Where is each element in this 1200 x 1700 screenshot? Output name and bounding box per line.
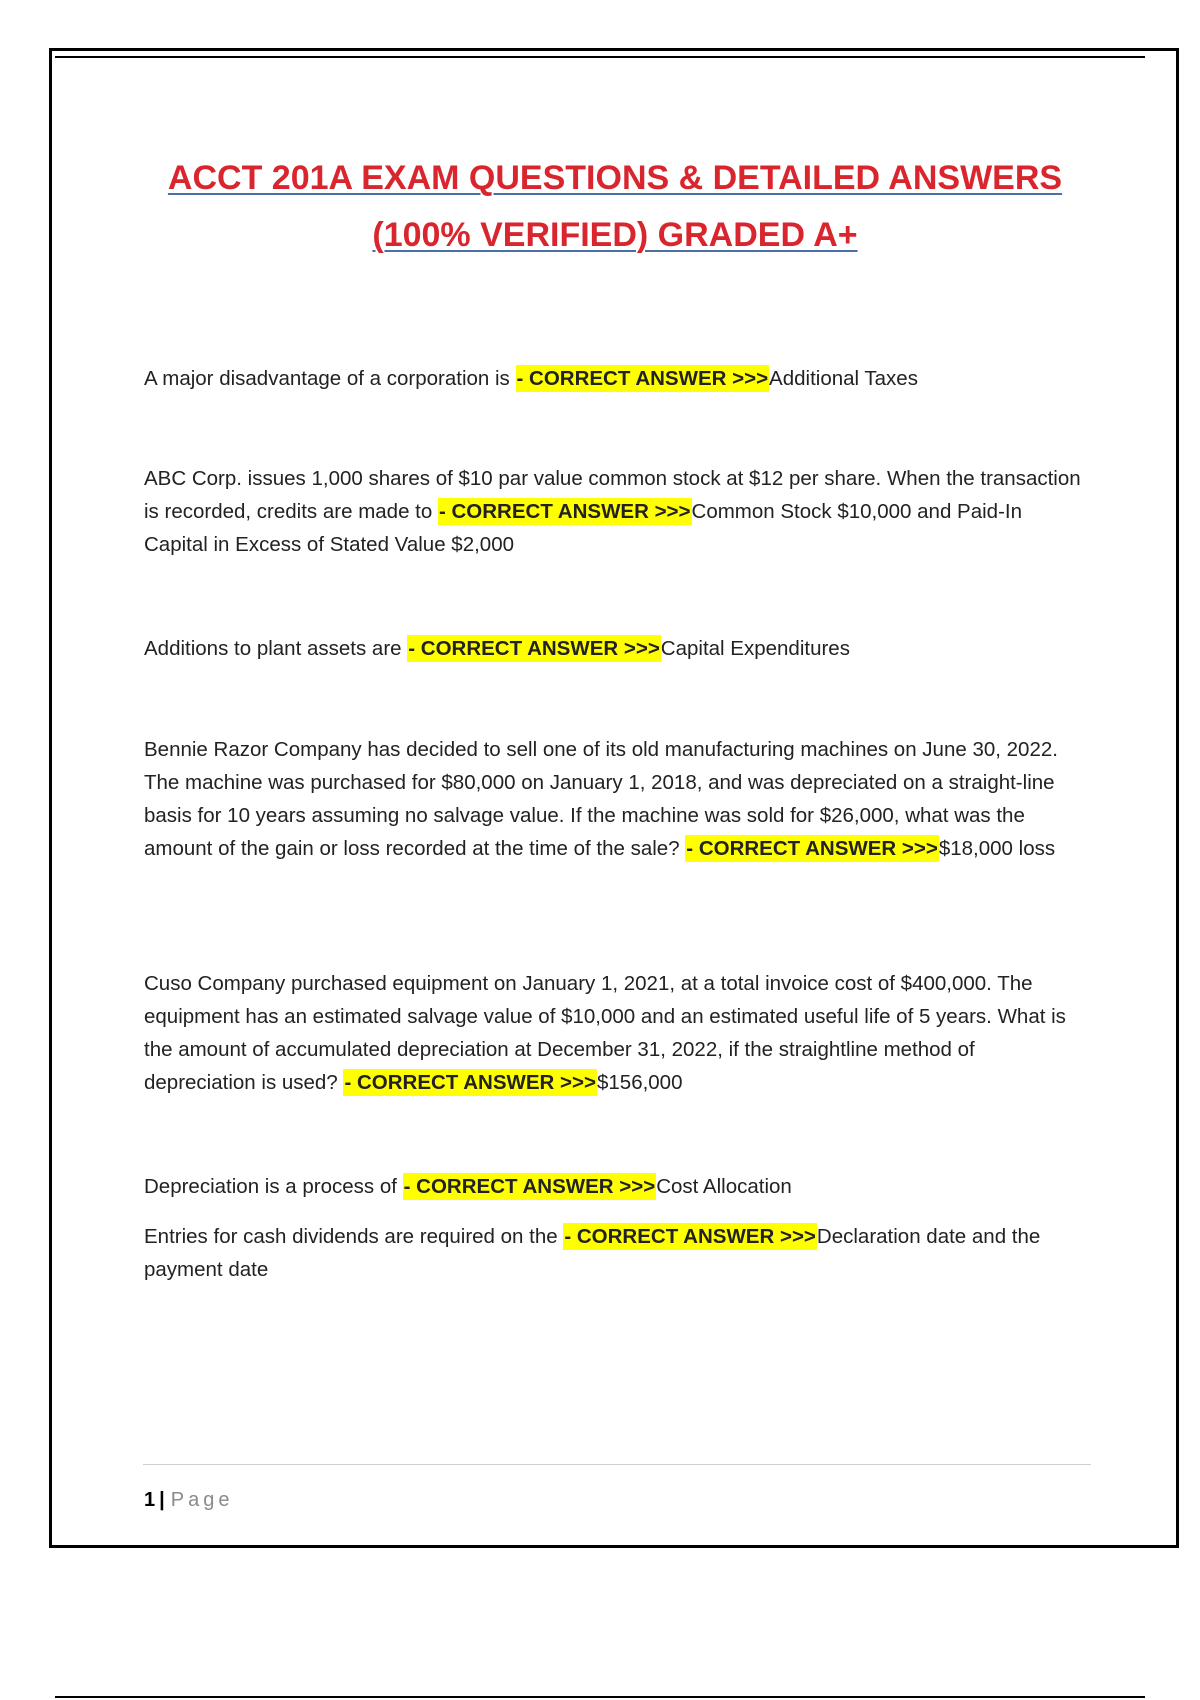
- title-line-2: (100% VERIFIED) GRADED A+: [372, 216, 858, 254]
- answer-text: Capital Expenditures: [660, 637, 850, 660]
- answer-text: Cost Allocation: [656, 1175, 792, 1198]
- question-text: Additions to plant assets are: [144, 637, 408, 660]
- answer-text: Common Stock $10,000 and Paid-In Capital in Excess of Stated Value $2,000: [144, 500, 1022, 556]
- correct-answer-marker: - CORRECT ANSWER >>>: [516, 367, 769, 390]
- correct-answer-marker: - CORRECT ANSWER >>>: [408, 637, 660, 660]
- answer-text: Additional Taxes: [769, 367, 918, 390]
- page-label: Page: [170, 1489, 234, 1511]
- footer-rule: [143, 1464, 1091, 1465]
- question-text: Bennie Razor Company has decided to sell one of its old manufacturing machines on June 30, 2022. The machine was purchased for $80,000 on January 1, 2018, and was depreciated on a straight-line basis for 10 years assuming no salvage value. If the machine was sold for $26,000, what was the amount of the gain or loss recorded at the time of the sale?: [144, 738, 1058, 860]
- question-text: ABC Corp. issues 1,000 shares of $10 par value common stock at $12 per share. When the transaction is recorded, credits are made to: [144, 467, 1081, 523]
- qa-item-5: [144, 967, 1084, 1099]
- correct-answer-marker: - CORRECT ANSWER >>>: [403, 1175, 656, 1198]
- qa-item-7: [144, 1220, 1084, 1286]
- qa-item-3: [144, 632, 1084, 665]
- question-text: Entries for cash dividends are required on the: [144, 1225, 564, 1248]
- answer-text: $156,000: [596, 1071, 683, 1094]
- question-text: Depreciation is a process of: [144, 1175, 403, 1198]
- document-title: [120, 150, 1110, 264]
- page-separator: |: [159, 1489, 165, 1511]
- qa-item-6: [144, 1170, 1084, 1203]
- qa-item-4: [144, 733, 1084, 865]
- correct-answer-marker: - CORRECT ANSWER >>>: [564, 1225, 816, 1248]
- answer-text: $18,000 loss: [938, 837, 1056, 860]
- question-text: Cuso Company purchased equipment on January 1, 2021, at a total invoice cost of $400,000. The equipment has an estimated salvage value of $10,000 and an estimated useful life of 5 years. What is the amount of accumulated depreciation at December 31, 2022, if the straightline method of depreciation is used?: [144, 972, 1066, 1094]
- correct-answer-marker: - CORRECT ANSWER >>>: [344, 1071, 596, 1094]
- bottom-rule: [55, 1696, 1145, 1698]
- correct-answer-marker: - CORRECT ANSWER >>>: [686, 837, 938, 860]
- correct-answer-marker: - CORRECT ANSWER >>>: [438, 500, 691, 523]
- title-line-1: ACCT 201A EXAM QUESTIONS & DETAILED ANSWERS: [167, 159, 1063, 197]
- qa-item-1: [144, 362, 1084, 395]
- qa-item-2: [144, 462, 1084, 561]
- question-text: A major disadvantage of a corporation is: [144, 367, 516, 390]
- page-number: 1: [144, 1489, 156, 1511]
- page-footer: [144, 1487, 233, 1513]
- answer-text: Declaration date and the payment date: [144, 1225, 1041, 1281]
